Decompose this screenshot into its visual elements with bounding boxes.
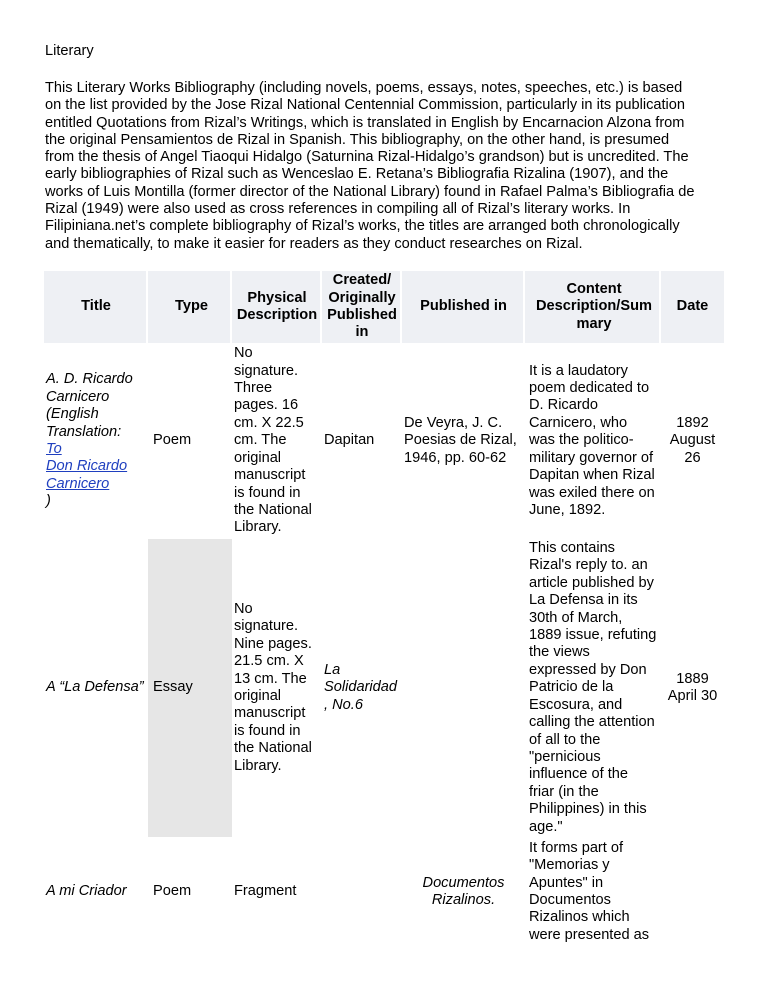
row-physical-description: No signature. Three pages. 16 cm. X 22.5 cm. The original manuscript is found in the National Library.: [234, 345, 312, 536]
intro-line: from the thesis of Angel Tiaoqui Hidalgo (Saturnina Rizal-Hidalgo’s grandson) but is uncredited. The: [45, 149, 689, 166]
row-published-in: [402, 539, 525, 837]
intro-paragraph: [45, 80, 735, 253]
intro-line: on the list provided by the Jose Rizal National Centennial Commission, particularly in its publication: [45, 97, 686, 114]
intro-line: works of Luis Montilla (former director of the National Library) found in Rafael Palma’s Bibliografia de: [45, 183, 695, 200]
row-created: Dapitan: [324, 432, 375, 449]
row-content-description: It forms part of "Memorias y Apuntes" in Documentos Rizalinos which were presented as: [529, 839, 650, 943]
row-physical-description: No signature. Nine pages. 21.5 cm. X 13 cm. The original manuscript is found in the National Library.: [234, 600, 312, 774]
header-date: Date: [676, 298, 709, 315]
row-published-in: Documentos Rizalinos.: [422, 874, 505, 908]
header-title: Title: [44, 271, 148, 343]
section-heading: Literary: [45, 43, 94, 59]
header-physical-description: Physical Description: [232, 271, 322, 343]
row-title: A mi Criador: [46, 883, 127, 900]
intro-line: the original Pensamientos de Rizal in Spanish. This bibliography, on the other hand, is presumed: [45, 131, 670, 148]
intro-line: Filipiniana.net’s complete bibliography of Rizal’s works, the titles are arranged both chronologically: [45, 218, 680, 235]
row-date: [661, 837, 724, 947]
row-content-description: This contains Rizal's reply to. an article published by La Defensa in its 30th of March, 1889 issue, refuting the views expressed by Don Patricio de la Escosura, and calling the attention of all to the "pernicious influence of the friar (in the Philippines) in this age.": [529, 540, 657, 835]
table-row: [44, 837, 724, 947]
row-type: Essay: [148, 539, 232, 837]
header-type: Type: [148, 271, 232, 343]
row-created: [322, 837, 402, 947]
row-title: A “La Defensa”: [46, 679, 144, 696]
row-title: A. D. Ricardo Carnicero (English Translation: To Don Ricardo Carnicero ): [46, 371, 133, 510]
table-row: [44, 343, 724, 539]
intro-line: This Literary Works Bibliography (including novels, poems, essays, notes, speeches, etc.) is based: [45, 80, 683, 96]
table-header-row: [44, 271, 724, 343]
table-row: [44, 539, 724, 837]
translation-link[interactable]: Carnicero: [46, 475, 110, 492]
header-content-description: Content Description/Sum mary: [525, 271, 661, 343]
intro-line: entitled Quotations from Rizal’s Writings, which is translated in English by Encarnacion Alzona from: [45, 114, 685, 131]
row-published-in: De Veyra, J. C. Poesias de Rizal, 1946, pp. 60-62: [404, 414, 517, 466]
bibliography-table: [44, 271, 724, 947]
intro-line: and thematically, to make it easier for readers as they conduct researches on Rizal.: [45, 235, 583, 252]
row-type: Poem: [153, 883, 192, 900]
intro-line: early bibliographies of Rizal such as Wenceslao E. Retana’s Bibliografia Rizalina (1907), and the: [45, 166, 669, 183]
row-content-description: It is a laudatory poem dedicated to D. Ricardo Carnicero, who was the politico- military governor of Dapitan when Rizal was exiled there on June, 1892.: [529, 362, 655, 518]
row-type: Poem: [153, 432, 192, 449]
row-created: La Solidaridad , No.6: [324, 661, 398, 713]
row-date: 1892 August 26: [669, 414, 716, 466]
row-date: 1889 April 30: [667, 670, 718, 704]
row-physical-description: Fragment: [234, 883, 297, 900]
intro-line: Rizal (1949) were also used as cross references in compiling all of Rizal’s literary works. In: [45, 201, 631, 218]
translation-link[interactable]: To: [46, 441, 62, 457]
translation-link[interactable]: Don Ricardo: [46, 458, 128, 475]
header-created: Created/ Originally Published in: [322, 271, 402, 343]
header-published-in: Published in: [402, 271, 525, 343]
